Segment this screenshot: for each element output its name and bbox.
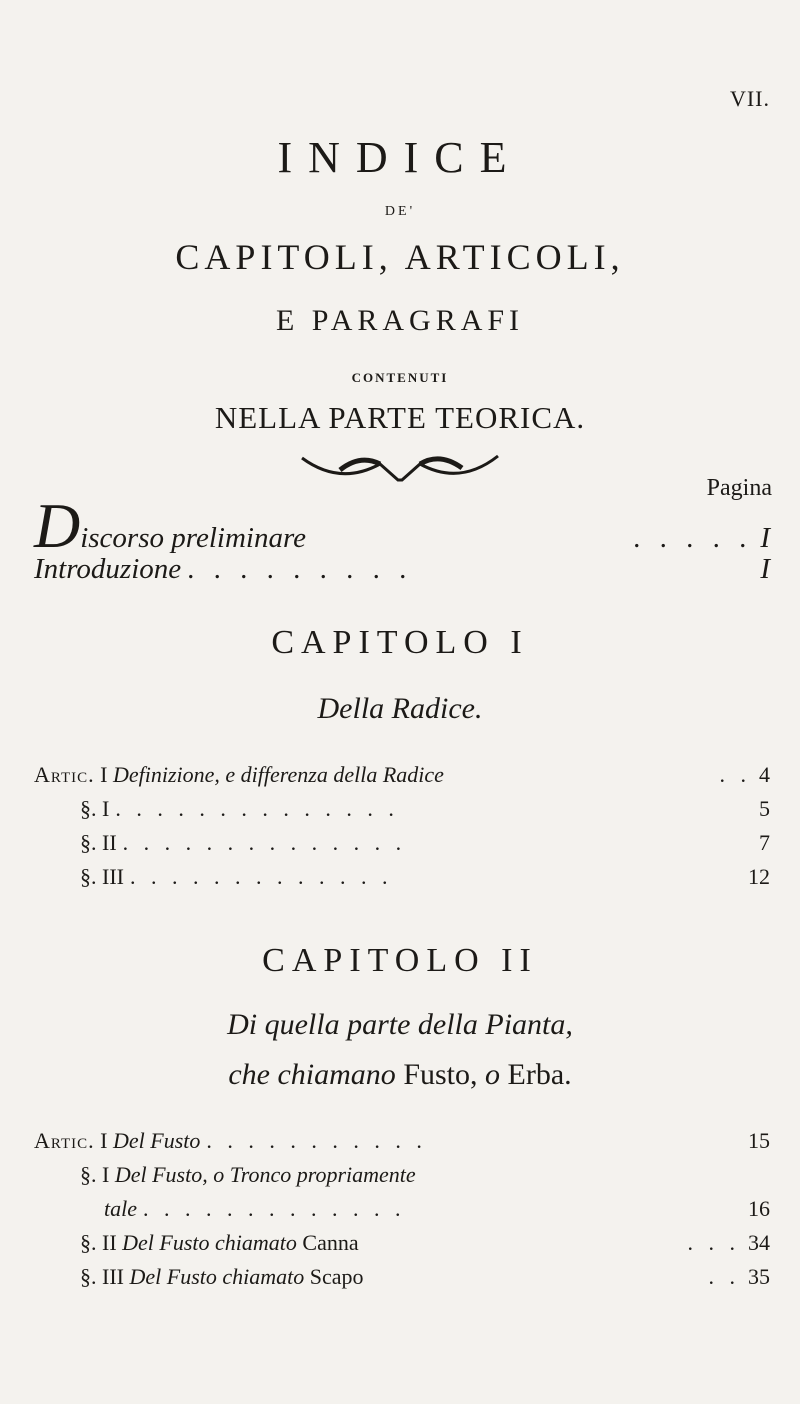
entry-prefix: §. xyxy=(80,830,97,855)
entry-prefix: Artic. xyxy=(34,762,95,787)
entry-page: 4 xyxy=(759,762,770,787)
entry-text: tale xyxy=(104,1196,137,1221)
entry-roman-text: Scapo xyxy=(309,1264,364,1289)
entry-number: I xyxy=(102,1162,110,1187)
entry-prefix: Artic. xyxy=(34,1128,95,1153)
entry-text: Del Fusto, o Tronco propriamente xyxy=(114,1162,416,1187)
ornament-icon xyxy=(300,446,500,486)
entry-page: 34 xyxy=(748,1230,770,1255)
pagina-label: Pagina xyxy=(706,475,772,501)
entry-prefix: §. xyxy=(80,1264,97,1289)
entry-leader: . . . . . . . . . . . . . . xyxy=(122,830,407,855)
entry-text: Del Fusto xyxy=(112,1128,201,1153)
entry-number: III xyxy=(102,1264,124,1289)
index-heading-line2: E PARAGRAFI xyxy=(275,304,525,337)
toc-entry[interactable] xyxy=(80,830,770,856)
chapter-2-subtitle-line1: Di quella parte della Pianta, xyxy=(227,1008,573,1041)
toc-entry[interactable] xyxy=(34,762,770,788)
entry-prefix: §. xyxy=(80,796,97,821)
subtitle-word: o xyxy=(485,1058,501,1091)
entry-number: III xyxy=(102,864,124,889)
chapter-1-title: CAPITOLO I xyxy=(271,624,529,661)
subtitle-word: Fusto, xyxy=(403,1058,478,1091)
index-contenuti: CONTENUTI xyxy=(351,370,449,385)
entry-number: I xyxy=(100,762,108,787)
toc-entry-introduzione[interactable] xyxy=(34,553,770,586)
subtitle-word: chiamano xyxy=(277,1058,396,1091)
entry-leader: . . . . . xyxy=(633,522,753,554)
entry-page: I xyxy=(760,553,770,585)
entry-text: Introduzione xyxy=(34,553,182,585)
entry-roman-text: Canna xyxy=(302,1230,359,1255)
entry-page: 5 xyxy=(759,796,770,821)
chapter-2-title: CAPITOLO II xyxy=(262,942,538,979)
entry-page: 7 xyxy=(759,830,770,855)
toc-entry-discorso[interactable] xyxy=(34,490,770,561)
entry-leader: . . . . . . . . . xyxy=(187,553,413,585)
entry-text: iscorso preliminare xyxy=(80,522,307,554)
page-folio: VII. xyxy=(729,86,770,111)
entry-leader: . . . . . . . . . . . . . . xyxy=(115,796,399,821)
entry-leader: . . . . . . . . . . . . . xyxy=(129,864,393,889)
entry-page: 16 xyxy=(748,1196,770,1221)
entry-prefix: §. xyxy=(80,1162,97,1187)
toc-entry[interactable] xyxy=(80,864,770,890)
entry-leader: . . xyxy=(719,762,751,787)
entry-leader: . . . xyxy=(687,1230,740,1255)
entry-number: II xyxy=(102,830,117,855)
entry-number: II xyxy=(102,1230,117,1255)
subtitle-word: Erba. xyxy=(507,1058,572,1091)
entry-page: 12 xyxy=(748,864,770,889)
entry-page: 15 xyxy=(748,1128,770,1153)
index-title: INDICE xyxy=(277,133,523,182)
subtitle-word: che xyxy=(228,1058,270,1091)
entry-text: Del Fusto chiamato xyxy=(129,1264,305,1289)
index-heading-line1: CAPITOLI, ARTICOLI, xyxy=(175,237,625,277)
toc-entry[interactable] xyxy=(80,1162,770,1188)
entry-prefix: §. xyxy=(80,1230,97,1255)
entry-text: Definizione, e differenza della Radice xyxy=(112,762,444,787)
entry-page: I xyxy=(760,522,770,554)
entry-leader: . . xyxy=(708,1264,740,1289)
chapter-2-subtitle-line2 xyxy=(0,1058,800,1092)
entry-page: 35 xyxy=(748,1264,770,1289)
toc-entry[interactable] xyxy=(80,1230,770,1256)
index-heading-line3: NELLA PARTE TEORICA. xyxy=(214,400,586,435)
toc-entry[interactable] xyxy=(104,1196,770,1222)
toc-entry[interactable] xyxy=(34,1128,770,1154)
drop-cap: D xyxy=(34,490,81,561)
entry-text: Del Fusto chiamato xyxy=(122,1230,297,1255)
chapter-1-subtitle: Della Radice. xyxy=(317,692,483,725)
entry-number: I xyxy=(102,796,110,821)
entry-leader: . . . . . . . . . . . xyxy=(206,1128,427,1153)
entry-leader: . . . . . . . . . . . . . xyxy=(143,1196,406,1221)
index-de: DE' xyxy=(384,204,416,219)
toc-entry[interactable] xyxy=(80,1264,770,1290)
entry-number: I xyxy=(100,1128,108,1153)
entry-prefix: §. xyxy=(80,864,97,889)
toc-entry[interactable] xyxy=(80,796,770,822)
